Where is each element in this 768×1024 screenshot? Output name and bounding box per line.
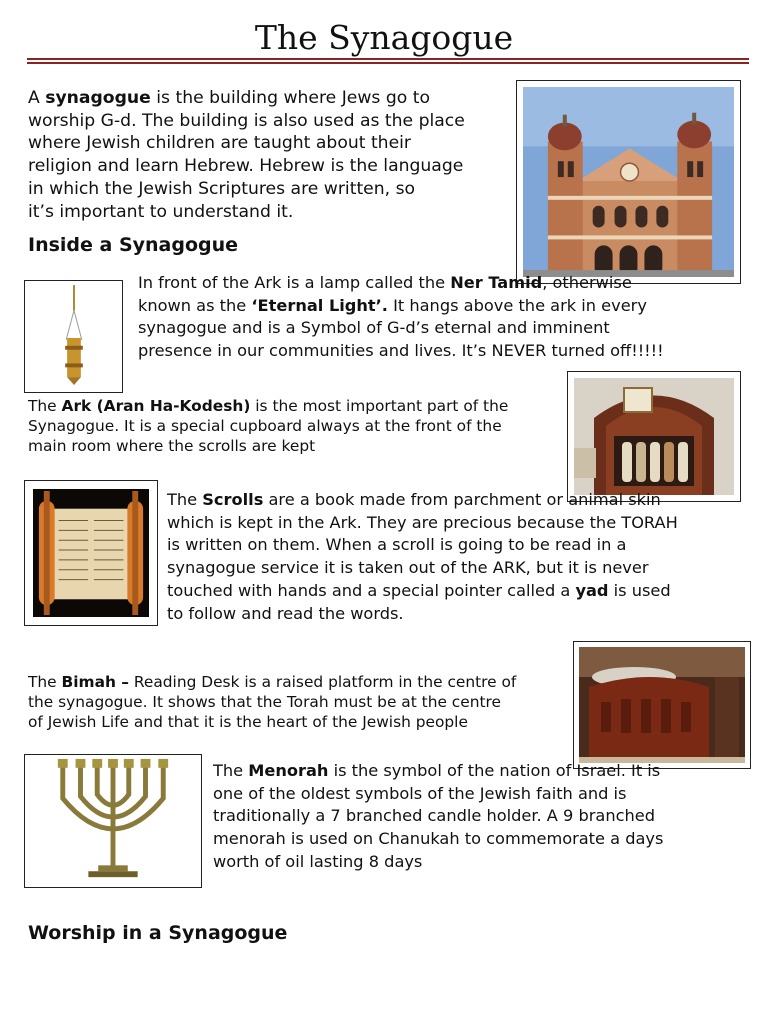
intro-prefix: A xyxy=(28,88,46,108)
ark-image xyxy=(567,371,741,502)
intro-line: in which the Jewish Scriptures are written, so xyxy=(28,178,416,199)
intro-line: it’s important to understand it. xyxy=(28,201,294,222)
ark-text: The xyxy=(28,397,62,415)
menorah-paragraph xyxy=(213,760,753,874)
menorah-text: traditionally a 7 branched candle holder. A 9 branched xyxy=(213,806,655,826)
ner-tamid-term: Ner Tamid xyxy=(450,273,543,292)
ner-text: known as the xyxy=(138,295,252,315)
ner-text: It hangs above the ark in every xyxy=(387,295,647,315)
intro-paragraph xyxy=(28,87,528,223)
page-title: The Synagogue xyxy=(254,18,514,57)
menorah-text: worth of oil lasting 8 days xyxy=(213,851,423,871)
menorah-term: Menorah xyxy=(248,761,329,780)
menorah-text: one of the oldest symbols of the Jewish faith and is xyxy=(213,783,627,803)
intro-bold: synagogue xyxy=(45,88,151,108)
bimah-text: The xyxy=(28,673,62,691)
bimah-paragraph xyxy=(28,672,588,733)
heading-inside-synagogue: Inside a Synagogue xyxy=(28,234,239,256)
scrolls-term: Scrolls xyxy=(202,490,264,509)
scrolls-text: touched with hands and a special pointer called a xyxy=(167,580,576,600)
scrolls-text: is written on them. When a scroll is going to be read in a xyxy=(167,535,627,555)
synagogue-building-image xyxy=(516,80,741,284)
menorah-text: The xyxy=(213,761,249,780)
bimah-term: Bimah – xyxy=(61,673,129,691)
ark-term: Ark (Aran Ha-Kodesh) xyxy=(61,397,251,415)
bimah-text: Reading Desk is a raised platform in the centre of xyxy=(128,673,517,691)
ark-text: main room where the scrolls are kept xyxy=(28,437,316,456)
scrolls-paragraph xyxy=(167,489,747,625)
title-rule-bottom xyxy=(27,62,749,64)
ner-text: synagogue and is a Symbol of G-d’s eternal and imminent xyxy=(138,318,610,338)
intro-line: is the building where Jews go to xyxy=(150,88,430,108)
menorah-text: menorah is used on Chanukah to commemorate a days xyxy=(213,829,664,849)
heading-worship-synagogue: Worship in a Synagogue xyxy=(28,922,288,944)
bimah-text: of Jewish Life and that it is the heart of the Jewish people xyxy=(28,713,468,732)
ner-text: , otherwise xyxy=(542,273,632,292)
scrolls-text: to follow and read the words. xyxy=(167,603,404,623)
ner-text: In front of the Ark is a lamp called the xyxy=(138,273,451,292)
scrolls-text: which is kept in the Ark. They are precious because the TORAH xyxy=(167,512,678,532)
bimah-text: the synagogue. It shows that the Torah must be at the centre xyxy=(28,693,501,712)
title-rule-top xyxy=(27,58,749,60)
ner-tamid-lamp-image xyxy=(24,280,123,393)
ark-text: Synagogue. It is a special cupboard always at the front of the xyxy=(28,417,502,436)
ark-paragraph xyxy=(28,396,588,457)
bimah-image xyxy=(573,641,751,769)
scrolls-text: The xyxy=(167,490,203,509)
menorah-image xyxy=(24,754,202,888)
ner-tamid-paragraph xyxy=(138,272,738,363)
ner-text: presence in our communities and lives. It’s NEVER turned off!!!!! xyxy=(138,341,664,361)
intro-line: worship G-d. The building is also used as the place xyxy=(28,110,465,131)
intro-line: religion and learn Hebrew. Hebrew is the language xyxy=(28,156,464,177)
eternal-light-term: ‘Eternal Light’. xyxy=(251,295,388,315)
scrolls-text: is used xyxy=(608,580,671,600)
scrolls-text: are a book made from parchment or animal skin xyxy=(263,490,661,509)
yad-term: yad xyxy=(575,580,609,600)
torah-scroll-image xyxy=(24,480,158,626)
scrolls-text: synagogue service it is taken out of the ARK, but it is never xyxy=(167,558,649,578)
ark-text: is the most important part of the xyxy=(250,397,509,415)
intro-line: where Jewish children are taught about their xyxy=(28,133,411,154)
menorah-text: is the symbol of the nation of Israel. It is xyxy=(328,761,661,780)
